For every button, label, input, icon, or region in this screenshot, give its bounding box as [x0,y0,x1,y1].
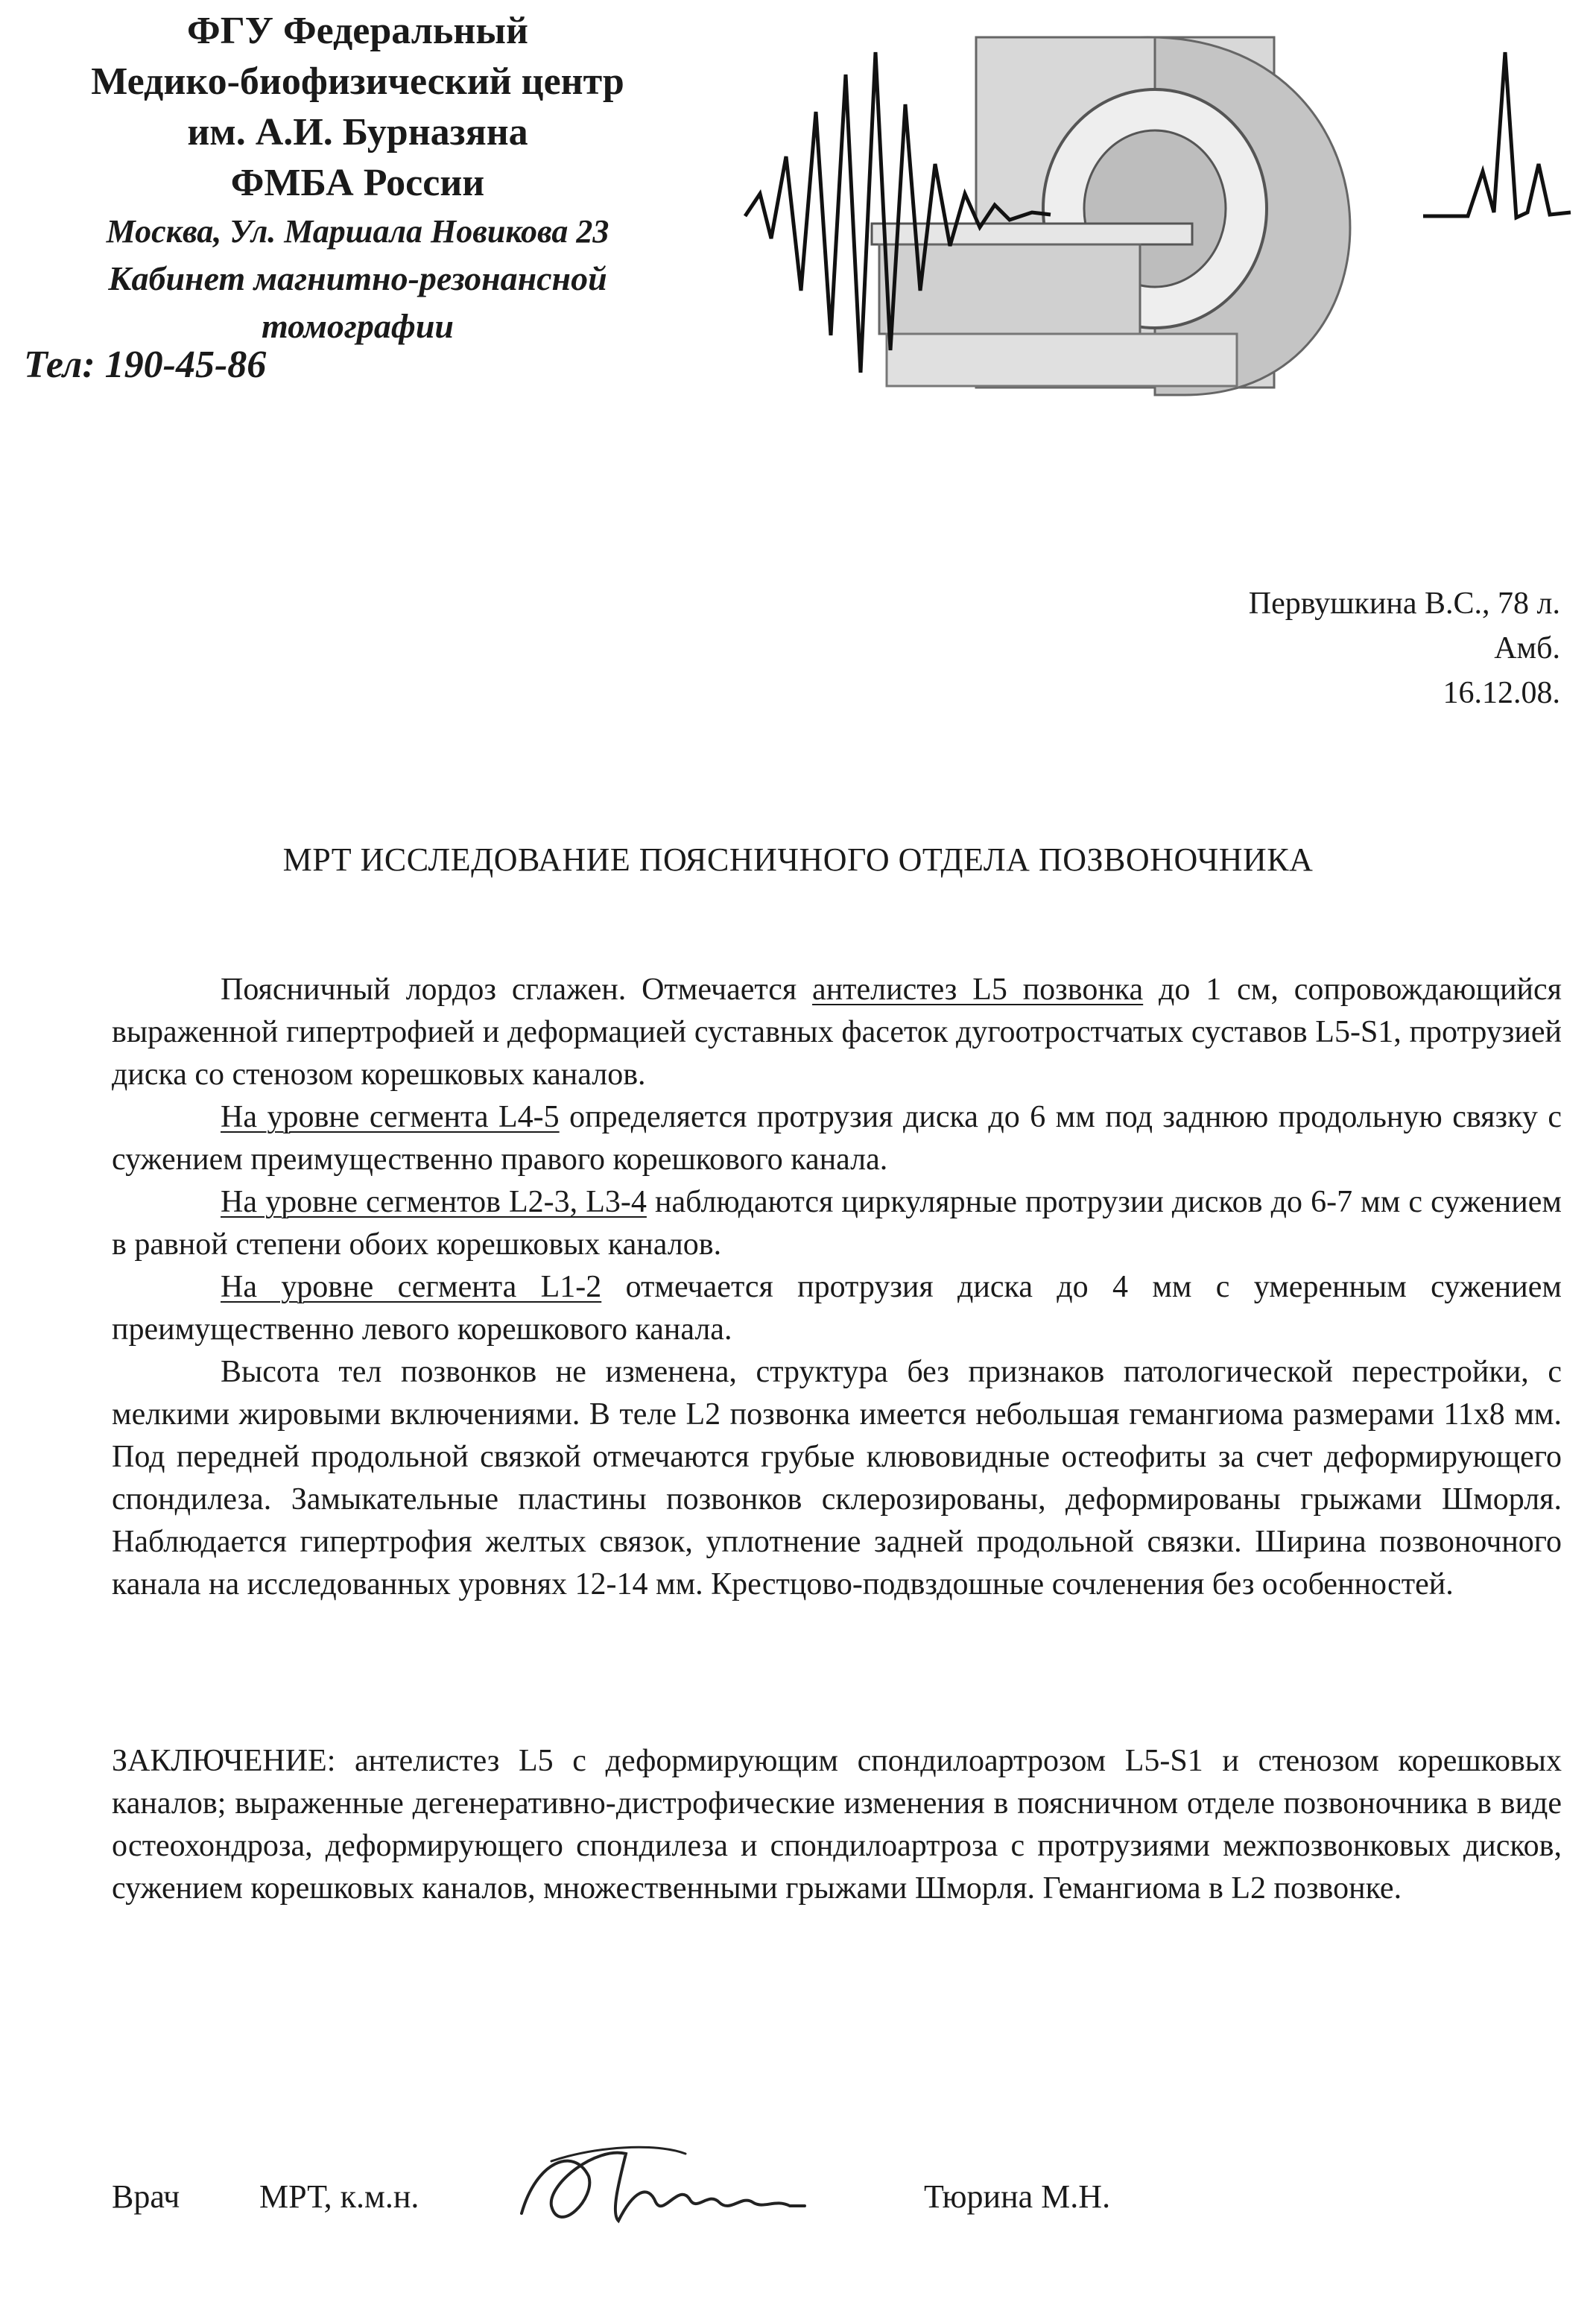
conclusion-text: ЗАКЛЮЧЕНИЕ: антелистез L5 с деформирующим спондилоартрозом L5-S1 и стенозом корешковых каналов; выраженные дегенеративно-дистрофические изменения в поясничном отделе позвоночника в виде остеохондроза, деформирующего спондилеза и спондилоартроза с протрузиями межпозвонковых дисков, сужением корешковых каналов, множественными грыжами Шморля. Гемангиома в L2 позвонке. [112,1744,1562,1906]
org-name-line1: ФГУ Федеральный [187,10,528,52]
department-line1: Кабинет магнитно-резонансной [108,259,607,297]
mri-scanner-logo [738,22,1572,410]
p3-underlined-segment: На уровне сегментов L2-3, L3-4 [221,1185,647,1219]
p2-text: определяется протрузия диска до 6 мм под заднюю продольную связку с сужением преимущественно правого корешкового канала. [112,1100,1562,1177]
p4-text: отмечается протрузия диска до 4 мм с умеренным сужением преимущественно левого корешкового канала. [112,1270,1562,1347]
org-name-line2: Медико-биофизический центр [91,60,624,103]
doctor-name: Тюрина М.Н. [924,2178,1111,2215]
paragraph-l2-3-l3-4 [112,1181,1562,1266]
conclusion [112,1740,1562,1910]
p2-underlined-segment: На уровне сегмента L4-5 [221,1100,560,1134]
phone-number: Тел: 190-45-86 [24,344,267,386]
report-title: МРТ ИССЛЕДОВАНИЕ ПОЯСНИЧНОГО ОТДЕЛА ПОЗВОНОЧНИКА [282,841,1314,878]
p4-underlined-segment: На уровне сегмента L1-2 [221,1270,602,1304]
letterhead [22,6,693,350]
p1-underlined-finding: антелистез L5 позвонка [812,973,1144,1007]
paragraph-vertebrae: Высота тел позвонков не изменена, структура без признаков патологической перестройки, с мелкими жировыми включениями. В теле L2 позвонка имеется небольшая гемангиома размерами 11х8 мм. Под передней продольной связкой отмечаются грубые клювовидные остеофиты за счет деформирующего спондилеза. Замыкательные пластины позвонков склерозированы, деформированы грыжами Шморля. Наблюдается гипертрофия желтых связок, уплотнение задней продольной связки. Ширина позвоночного канала на исследованных уровнях 12-14 мм. Крестцово-подвздошные сочленения без особенностей. [112,1355,1562,1602]
doctor-role: Врач [112,2178,180,2215]
exam-date: 16.12.08. [1443,676,1560,710]
org-name-line3: им. А.И. Бурназяна [187,111,528,154]
org-address: Москва, Ул. Маршала Новикова 23 [106,213,609,250]
report-body [112,969,1562,1606]
p1-text-after: до 1 см, сопровождающийся выраженной гипертрофией и деформацией суставных фасеток дугоотростчатых суставов L5-S1, протрузией диска со стенозом корешковых каналов. [112,973,1562,1092]
org-name-line4: ФМБА России [230,162,485,204]
department-line2: томографии [261,307,454,345]
paragraph-l1-2 [112,1266,1562,1351]
paragraph-lordosis [112,969,1562,1096]
handwritten-signature [507,2131,820,2243]
p1-text-before: Поясничный лордоз сглажен. Отмечается [221,973,813,1007]
p3-text: наблюдаются циркулярные протрузии дисков до 6-7 мм с сужением в равной степени обоих корешковых каналов. [112,1185,1562,1262]
patient-name-age: Первушкина В.С., 78 л. [1248,586,1560,621]
patient-info [1249,581,1560,715]
visit-type: Амб. [1494,631,1560,665]
doctor-position: МРТ, к.м.н. [259,2178,419,2215]
paragraph-l4-5 [112,1096,1562,1181]
